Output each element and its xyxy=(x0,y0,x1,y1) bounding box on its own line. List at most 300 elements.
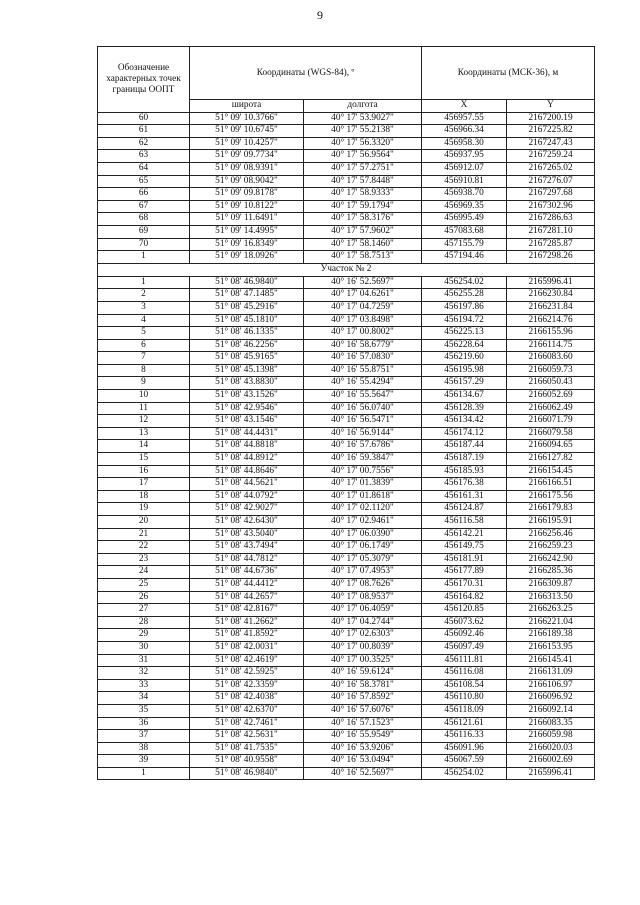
y-cell: 2167200.19 xyxy=(507,112,595,125)
table-row xyxy=(98,604,595,617)
point-id-cell: 1 xyxy=(98,276,190,289)
y-cell: 2166131.09 xyxy=(507,667,595,680)
y-cell: 2166166.51 xyxy=(507,478,595,491)
table-row xyxy=(98,704,595,717)
x-cell: 456120.85 xyxy=(422,604,507,617)
longitude-cell: 40° 17' 06.4059" xyxy=(304,604,422,617)
table-row xyxy=(98,339,595,352)
latitude-cell: 51° 09' 11.6491" xyxy=(190,213,304,226)
longitude-cell: 40° 16' 57.6786" xyxy=(304,440,422,453)
y-cell: 2166071.79 xyxy=(507,415,595,428)
longitude-cell: 40° 16' 57.1523" xyxy=(304,717,422,730)
latitude-cell: 51° 09' 10.8122" xyxy=(190,200,304,213)
x-cell: 456187.19 xyxy=(422,453,507,466)
latitude-cell: 51° 08' 45.2916" xyxy=(190,301,304,314)
table-row xyxy=(98,503,595,516)
longitude-cell: 40° 16' 56.5471" xyxy=(304,415,422,428)
point-id-cell: 69 xyxy=(98,225,190,238)
x-cell: 456091.96 xyxy=(422,742,507,755)
longitude-cell: 40° 17' 02.1120" xyxy=(304,503,422,516)
point-id-cell: 14 xyxy=(98,440,190,453)
longitude-cell: 40° 16' 53.0494" xyxy=(304,755,422,768)
table-row xyxy=(98,440,595,453)
table-row xyxy=(98,364,595,377)
y-cell: 2167285.87 xyxy=(507,238,595,251)
table-row xyxy=(98,301,595,314)
latitude-cell: 51° 09' 10.3766" xyxy=(190,112,304,125)
x-cell: 456067.59 xyxy=(422,755,507,768)
point-id-cell: 36 xyxy=(98,717,190,730)
table-row xyxy=(98,767,595,780)
latitude-cell: 51° 09' 10.4257" xyxy=(190,137,304,150)
longitude-cell: 40° 17' 01.3839" xyxy=(304,478,422,491)
x-cell: 456255.28 xyxy=(422,289,507,302)
y-cell: 2166263.25 xyxy=(507,604,595,617)
header-point-designation: Обозначение характерных точек границы ООПТ xyxy=(98,47,190,113)
table-body xyxy=(98,112,595,780)
x-cell: 457155.79 xyxy=(422,238,507,251)
y-cell: 2167265.02 xyxy=(507,162,595,175)
longitude-cell: 40° 17' 00.3525" xyxy=(304,654,422,667)
latitude-cell: 51° 08' 40.9558" xyxy=(190,755,304,768)
y-cell: 2166309.87 xyxy=(507,578,595,591)
longitude-cell: 40° 17' 02.9461" xyxy=(304,516,422,529)
y-cell: 2166256.46 xyxy=(507,528,595,541)
x-cell: 456157.29 xyxy=(422,377,507,390)
longitude-cell: 40° 16' 55.9549" xyxy=(304,730,422,743)
longitude-cell: 40° 16' 57.0830" xyxy=(304,352,422,365)
longitude-cell: 40° 17' 07.4953" xyxy=(304,566,422,579)
table-row xyxy=(98,692,595,705)
table-row xyxy=(98,390,595,403)
point-id-cell: 33 xyxy=(98,679,190,692)
table-row xyxy=(98,200,595,213)
point-id-cell: 38 xyxy=(98,742,190,755)
x-cell: 456097.49 xyxy=(422,641,507,654)
x-cell: 456161.31 xyxy=(422,490,507,503)
x-cell: 456164.82 xyxy=(422,591,507,604)
y-cell: 2166079.58 xyxy=(507,427,595,440)
x-cell: 457194.46 xyxy=(422,251,507,264)
x-cell: 456937.95 xyxy=(422,150,507,163)
point-id-cell: 7 xyxy=(98,352,190,365)
x-cell: 456116.58 xyxy=(422,516,507,529)
latitude-cell: 51° 08' 47.1485" xyxy=(190,289,304,302)
point-id-cell: 67 xyxy=(98,200,190,213)
x-cell: 456116.08 xyxy=(422,667,507,680)
longitude-cell: 40° 17' 04.7259" xyxy=(304,301,422,314)
point-id-cell: 6 xyxy=(98,339,190,352)
point-id-cell: 1 xyxy=(98,251,190,264)
longitude-cell: 40° 17' 06.1749" xyxy=(304,541,422,554)
x-cell: 456118.09 xyxy=(422,704,507,717)
point-id-cell: 70 xyxy=(98,238,190,251)
y-cell: 2167276.07 xyxy=(507,175,595,188)
y-cell: 2166153.95 xyxy=(507,641,595,654)
x-cell: 456185.93 xyxy=(422,465,507,478)
table-row xyxy=(98,654,595,667)
section-row xyxy=(98,263,595,276)
latitude-cell: 51° 08' 43.8830" xyxy=(190,377,304,390)
table-row xyxy=(98,742,595,755)
x-cell: 456910.81 xyxy=(422,175,507,188)
point-id-cell: 28 xyxy=(98,616,190,629)
y-cell: 2166127.82 xyxy=(507,453,595,466)
x-cell: 456170.31 xyxy=(422,578,507,591)
x-cell: 456225.13 xyxy=(422,327,507,340)
table-row xyxy=(98,629,595,642)
latitude-cell: 51° 08' 42.6370" xyxy=(190,704,304,717)
point-id-cell: 23 xyxy=(98,553,190,566)
x-cell: 456124.87 xyxy=(422,503,507,516)
longitude-cell: 40° 16' 52.5697" xyxy=(304,276,422,289)
latitude-cell: 51° 08' 41.8592" xyxy=(190,629,304,642)
latitude-cell: 51° 08' 46.2256" xyxy=(190,339,304,352)
x-cell: 456177.89 xyxy=(422,566,507,579)
latitude-cell: 51° 08' 42.5631" xyxy=(190,730,304,743)
x-cell: 456128.39 xyxy=(422,402,507,415)
y-cell: 2166052.69 xyxy=(507,390,595,403)
latitude-cell: 51° 08' 42.9027" xyxy=(190,503,304,516)
table-row xyxy=(98,137,595,150)
x-cell: 456228.64 xyxy=(422,339,507,352)
latitude-cell: 51° 08' 42.6430" xyxy=(190,516,304,529)
table-row xyxy=(98,453,595,466)
x-cell: 456176.38 xyxy=(422,478,507,491)
y-cell: 2166096.92 xyxy=(507,692,595,705)
point-id-cell: 29 xyxy=(98,629,190,642)
point-id-cell: 21 xyxy=(98,528,190,541)
longitude-cell: 40° 17' 57.8448" xyxy=(304,175,422,188)
longitude-cell: 40° 16' 53.9206" xyxy=(304,742,422,755)
y-cell: 2166083.35 xyxy=(507,717,595,730)
y-cell: 2166154.45 xyxy=(507,465,595,478)
latitude-cell: 51° 08' 46.9840" xyxy=(190,767,304,780)
table-row xyxy=(98,591,595,604)
y-cell: 2165996.41 xyxy=(507,276,595,289)
point-id-cell: 66 xyxy=(98,188,190,201)
table-row xyxy=(98,528,595,541)
point-id-cell: 31 xyxy=(98,654,190,667)
point-id-cell: 27 xyxy=(98,604,190,617)
point-id-cell: 8 xyxy=(98,364,190,377)
header-latitude: широта xyxy=(190,100,304,113)
longitude-cell: 40° 16' 59.6124" xyxy=(304,667,422,680)
latitude-cell: 51° 09' 09.7734" xyxy=(190,150,304,163)
y-cell: 2165996.41 xyxy=(507,767,595,780)
latitude-cell: 51° 08' 44.8646" xyxy=(190,465,304,478)
x-cell: 456966.34 xyxy=(422,125,507,138)
point-id-cell: 2 xyxy=(98,289,190,302)
x-cell: 456174.12 xyxy=(422,427,507,440)
y-cell: 2166259.23 xyxy=(507,541,595,554)
x-cell: 456134.67 xyxy=(422,390,507,403)
x-cell: 456142.21 xyxy=(422,528,507,541)
y-cell: 2166094.65 xyxy=(507,440,595,453)
latitude-cell: 51° 08' 44.5621" xyxy=(190,478,304,491)
latitude-cell: 51° 08' 42.9546" xyxy=(190,402,304,415)
latitude-cell: 51° 08' 44.8912" xyxy=(190,453,304,466)
table-row xyxy=(98,125,595,138)
longitude-cell: 40° 17' 03.8498" xyxy=(304,314,422,327)
x-cell: 456110.80 xyxy=(422,692,507,705)
table-row xyxy=(98,213,595,226)
point-id-cell: 18 xyxy=(98,490,190,503)
latitude-cell: 51° 08' 44.4431" xyxy=(190,427,304,440)
y-cell: 2166092.14 xyxy=(507,704,595,717)
point-id-cell: 19 xyxy=(98,503,190,516)
y-cell: 2167225.82 xyxy=(507,125,595,138)
point-id-cell: 65 xyxy=(98,175,190,188)
x-cell: 456092.46 xyxy=(422,629,507,642)
table-row xyxy=(98,667,595,680)
table-row xyxy=(98,175,595,188)
latitude-cell: 51° 08' 41.7535" xyxy=(190,742,304,755)
longitude-cell: 40° 17' 57.2751" xyxy=(304,162,422,175)
x-cell: 456938.70 xyxy=(422,188,507,201)
x-cell: 456195.98 xyxy=(422,364,507,377)
y-cell: 2166189.38 xyxy=(507,629,595,642)
y-cell: 2166050.43 xyxy=(507,377,595,390)
y-cell: 2167247.43 xyxy=(507,137,595,150)
longitude-cell: 40° 17' 58.1460" xyxy=(304,238,422,251)
point-id-cell: 24 xyxy=(98,566,190,579)
latitude-cell: 51° 08' 42.7461" xyxy=(190,717,304,730)
x-cell: 456254.02 xyxy=(422,276,507,289)
latitude-cell: 51° 09' 18.0926" xyxy=(190,251,304,264)
longitude-cell: 40° 16' 59.3847" xyxy=(304,453,422,466)
point-id-cell: 64 xyxy=(98,162,190,175)
latitude-cell: 51° 08' 43.7494" xyxy=(190,541,304,554)
table-row xyxy=(98,238,595,251)
section-title: Участок № 2 xyxy=(98,263,595,276)
longitude-cell: 40° 16' 56.9144" xyxy=(304,427,422,440)
x-cell: 456134.42 xyxy=(422,415,507,428)
point-id-cell: 26 xyxy=(98,591,190,604)
longitude-cell: 40° 17' 58.3176" xyxy=(304,213,422,226)
longitude-cell: 40° 17' 57.9602" xyxy=(304,225,422,238)
table-row xyxy=(98,465,595,478)
header-longitude: долгота xyxy=(304,100,422,113)
point-id-cell: 34 xyxy=(98,692,190,705)
table-row xyxy=(98,516,595,529)
longitude-cell: 40° 17' 56.3320" xyxy=(304,137,422,150)
latitude-cell: 51° 08' 42.5925" xyxy=(190,667,304,680)
y-cell: 2166059.98 xyxy=(507,730,595,743)
point-id-cell: 12 xyxy=(98,415,190,428)
point-id-cell: 37 xyxy=(98,730,190,743)
point-id-cell: 32 xyxy=(98,667,190,680)
table-row xyxy=(98,616,595,629)
x-cell: 456995.49 xyxy=(422,213,507,226)
latitude-cell: 51° 08' 44.7812" xyxy=(190,553,304,566)
x-cell: 456108.54 xyxy=(422,679,507,692)
coordinates-table xyxy=(97,46,595,780)
table-row xyxy=(98,276,595,289)
latitude-cell: 51° 08' 44.6736" xyxy=(190,566,304,579)
point-id-cell: 22 xyxy=(98,541,190,554)
table-row xyxy=(98,755,595,768)
longitude-cell: 40° 17' 06.0390" xyxy=(304,528,422,541)
x-cell: 456958.30 xyxy=(422,137,507,150)
latitude-cell: 51° 08' 43.1546" xyxy=(190,415,304,428)
x-cell: 456194.72 xyxy=(422,314,507,327)
latitude-cell: 51° 08' 41.2662" xyxy=(190,616,304,629)
table-row xyxy=(98,251,595,264)
point-id-cell: 17 xyxy=(98,478,190,491)
longitude-cell: 40° 17' 56.9564" xyxy=(304,150,422,163)
y-cell: 2166106.97 xyxy=(507,679,595,692)
table-row xyxy=(98,162,595,175)
longitude-cell: 40° 17' 05.3079" xyxy=(304,553,422,566)
latitude-cell: 51° 09' 08.9391" xyxy=(190,162,304,175)
latitude-cell: 51° 08' 44.0792" xyxy=(190,490,304,503)
point-id-cell: 63 xyxy=(98,150,190,163)
point-id-cell: 20 xyxy=(98,516,190,529)
latitude-cell: 51° 08' 45.1398" xyxy=(190,364,304,377)
y-cell: 2166214.76 xyxy=(507,314,595,327)
longitude-cell: 40° 17' 53.9027" xyxy=(304,112,422,125)
latitude-cell: 51° 08' 46.9840" xyxy=(190,276,304,289)
point-id-cell: 13 xyxy=(98,427,190,440)
latitude-cell: 51° 09' 16.8349" xyxy=(190,238,304,251)
point-id-cell: 4 xyxy=(98,314,190,327)
latitude-cell: 51° 08' 45.1810" xyxy=(190,314,304,327)
longitude-cell: 40° 16' 57.8592" xyxy=(304,692,422,705)
y-cell: 2167259.24 xyxy=(507,150,595,163)
point-id-cell: 10 xyxy=(98,390,190,403)
y-cell: 2166242.90 xyxy=(507,553,595,566)
y-cell: 2166002.69 xyxy=(507,755,595,768)
point-id-cell: 25 xyxy=(98,578,190,591)
x-cell: 456116.33 xyxy=(422,730,507,743)
longitude-cell: 40° 16' 55.4294" xyxy=(304,377,422,390)
longitude-cell: 40° 17' 00.8002" xyxy=(304,327,422,340)
x-cell: 456219.60 xyxy=(422,352,507,365)
longitude-cell: 40° 17' 58.9333" xyxy=(304,188,422,201)
table-row xyxy=(98,150,595,163)
y-cell: 2166179.83 xyxy=(507,503,595,516)
table-row xyxy=(98,112,595,125)
header-wgs84-coordinates: Координаты (WGS-84), º xyxy=(190,47,422,100)
table-row xyxy=(98,478,595,491)
longitude-cell: 40° 17' 04.6261" xyxy=(304,289,422,302)
table-row xyxy=(98,730,595,743)
y-cell: 2167286.63 xyxy=(507,213,595,226)
latitude-cell: 51° 08' 46.1335" xyxy=(190,327,304,340)
x-cell: 456187.44 xyxy=(422,440,507,453)
latitude-cell: 51° 09' 09.8178" xyxy=(190,188,304,201)
point-id-cell: 9 xyxy=(98,377,190,390)
x-cell: 456912.07 xyxy=(422,162,507,175)
longitude-cell: 40° 16' 58.6779" xyxy=(304,339,422,352)
x-cell: 457083.68 xyxy=(422,225,507,238)
latitude-cell: 51° 08' 44.4412" xyxy=(190,578,304,591)
x-cell: 456073.62 xyxy=(422,616,507,629)
table-row xyxy=(98,641,595,654)
header-msk36-coordinates: Координаты (МСК-36), м xyxy=(422,47,595,100)
y-cell: 2166313.50 xyxy=(507,591,595,604)
point-id-cell: 61 xyxy=(98,125,190,138)
table-row xyxy=(98,402,595,415)
longitude-cell: 40° 16' 56.0740" xyxy=(304,402,422,415)
y-cell: 2167297.68 xyxy=(507,188,595,201)
y-cell: 2166020.03 xyxy=(507,742,595,755)
point-id-cell: 11 xyxy=(98,402,190,415)
latitude-cell: 51° 08' 42.3359" xyxy=(190,679,304,692)
point-id-cell: 5 xyxy=(98,327,190,340)
page-number: 9 xyxy=(317,8,323,22)
latitude-cell: 51° 09' 08.9042" xyxy=(190,175,304,188)
y-cell: 2166145.41 xyxy=(507,654,595,667)
longitude-cell: 40° 17' 02.6303" xyxy=(304,629,422,642)
latitude-cell: 51° 08' 45.9165" xyxy=(190,352,304,365)
point-id-cell: 39 xyxy=(98,755,190,768)
table-row xyxy=(98,717,595,730)
latitude-cell: 51° 08' 44.8818" xyxy=(190,440,304,453)
y-cell: 2166083.60 xyxy=(507,352,595,365)
y-cell: 2167302.96 xyxy=(507,200,595,213)
header-x: X xyxy=(422,100,507,113)
table-row xyxy=(98,415,595,428)
longitude-cell: 40° 17' 55.2138" xyxy=(304,125,422,138)
table-row xyxy=(98,553,595,566)
x-cell: 456197.86 xyxy=(422,301,507,314)
x-cell: 456111.81 xyxy=(422,654,507,667)
point-id-cell: 35 xyxy=(98,704,190,717)
table-row xyxy=(98,188,595,201)
longitude-cell: 40° 17' 01.8618" xyxy=(304,490,422,503)
header-y: Y xyxy=(507,100,595,113)
table-row xyxy=(98,578,595,591)
latitude-cell: 51° 09' 10.6745" xyxy=(190,125,304,138)
y-cell: 2166114.75 xyxy=(507,339,595,352)
point-id-cell: 68 xyxy=(98,213,190,226)
y-cell: 2166062.49 xyxy=(507,402,595,415)
latitude-cell: 51° 08' 42.8167" xyxy=(190,604,304,617)
x-cell: 456969.35 xyxy=(422,200,507,213)
table-row xyxy=(98,327,595,340)
longitude-cell: 40° 16' 58.3781" xyxy=(304,679,422,692)
x-cell: 456121.61 xyxy=(422,717,507,730)
point-id-cell: 60 xyxy=(98,112,190,125)
table-row xyxy=(98,566,595,579)
x-cell: 456957.55 xyxy=(422,112,507,125)
x-cell: 456181.91 xyxy=(422,553,507,566)
point-id-cell: 30 xyxy=(98,641,190,654)
point-id-cell: 15 xyxy=(98,453,190,466)
latitude-cell: 51° 08' 44.2657" xyxy=(190,591,304,604)
table-row xyxy=(98,225,595,238)
table-row xyxy=(98,377,595,390)
longitude-cell: 40° 16' 55.8751" xyxy=(304,364,422,377)
table-row xyxy=(98,314,595,327)
point-id-cell: 16 xyxy=(98,465,190,478)
longitude-cell: 40° 17' 08.9537" xyxy=(304,591,422,604)
table-row xyxy=(98,541,595,554)
longitude-cell: 40° 17' 04.2744" xyxy=(304,616,422,629)
longitude-cell: 40° 17' 59.1794" xyxy=(304,200,422,213)
longitude-cell: 40° 16' 55.5647" xyxy=(304,390,422,403)
y-cell: 2166285.36 xyxy=(507,566,595,579)
table-row xyxy=(98,427,595,440)
table-row xyxy=(98,679,595,692)
y-cell: 2166155.96 xyxy=(507,327,595,340)
y-cell: 2167298.26 xyxy=(507,251,595,264)
longitude-cell: 40° 17' 08.7626" xyxy=(304,578,422,591)
table-row xyxy=(98,289,595,302)
latitude-cell: 51° 08' 42.4038" xyxy=(190,692,304,705)
